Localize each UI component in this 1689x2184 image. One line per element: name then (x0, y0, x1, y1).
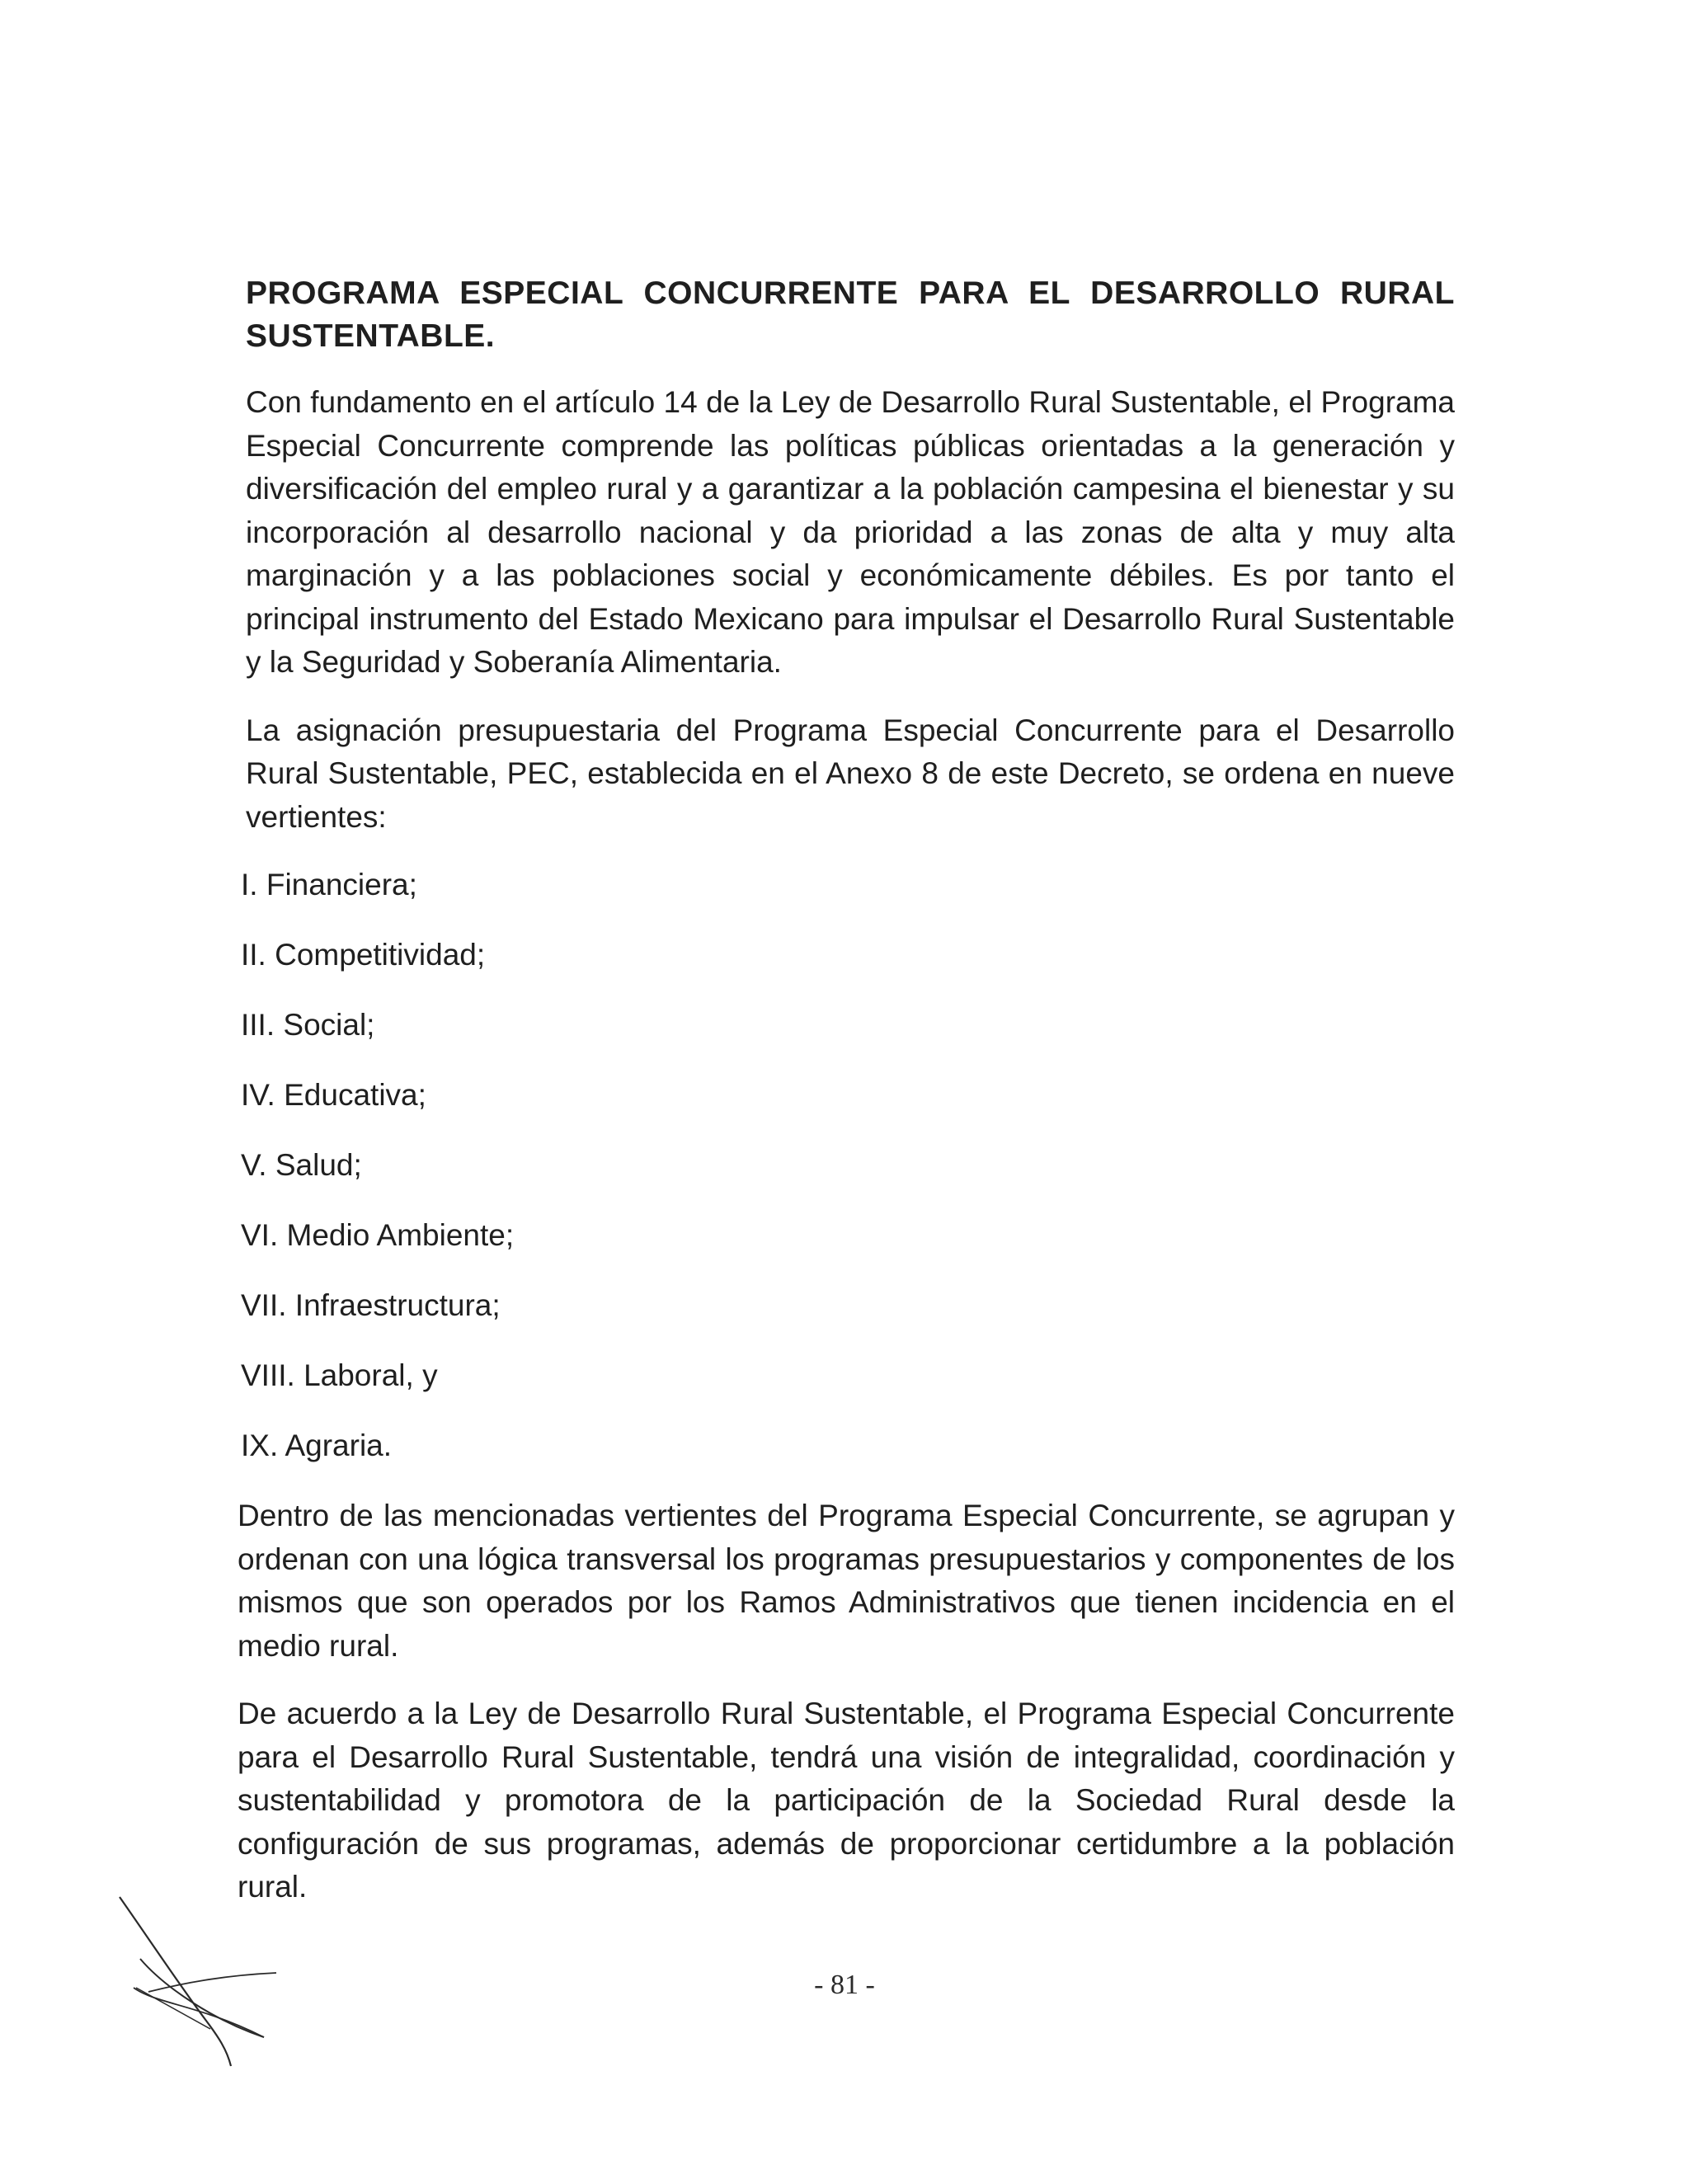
list-item: I. Financiera; (241, 868, 417, 901)
list-item: VI. Medio Ambiente; (241, 1218, 515, 1252)
list-item: VII. Infraestructura; (241, 1288, 501, 1322)
list-item: IV. Educativa; (241, 1078, 426, 1112)
paragraph-asignacion: La asignación presupuestaria del Programa Especial Concurrente para el Desarrollo Rural Sustentable, PEC, establecida en el Anexo 8 de este Decreto, se ordena en nueve vertientes: (246, 713, 1455, 834)
paragraph-vision: De acuerdo a la Ley de Desarrollo Rural Sustentable, el Programa Especial Concurrente para el Desarrollo Rural Sustentable, tendrá una visión de integralidad, coordinación y sustentabilidad y promotora de la participación de la Sociedad Rural desde la configuración de sus programas, además de proporcionar certidumbre a la población rural. (238, 1697, 1455, 1904)
list-item: IX. Agraria. (241, 1429, 393, 1462)
heading-line-1: PROGRAMA ESPECIAL CONCURRENTE PARA EL DESARROLLO RURAL (246, 275, 1455, 311)
vertientes-list (241, 864, 1455, 1467)
list-item: VIII. Laboral, y (241, 1358, 438, 1392)
paragraph-vertientes: Dentro de las mencionadas vertientes del Programa Especial Concurrente, se agrupan y ordenan con una lógica transversal los programas presupuestarios y componentes de los mismos que son operados por los Ramos Administrativos que tienen incidencia en el medio rural. (238, 1499, 1455, 1663)
heading-line-2: SUSTENTABLE. (246, 318, 496, 354)
list-item: V. Salud; (241, 1148, 362, 1182)
list-item: III. Social; (241, 1008, 375, 1042)
section-heading (246, 272, 1455, 358)
page-number: - 81 - (814, 1970, 875, 2000)
list-item: II. Competitividad; (241, 938, 486, 972)
document-body (238, 272, 1455, 1934)
paragraph-fundamento: Con fundamento en el artículo 14 de la Ley de Desarrollo Rural Sustentable, el Programa Especial Concurrente comprende las políticas públicas orientadas a la generación y diversificación del empleo rural y a garantizar a la población campesina el bienestar y su incorporación al desarrollo nacional y da prioridad a las zonas de alta y muy alta marginación y a las poblaciones social y económicamente débiles. Es por tanto el principal instrumento del Estado Mexicano para impulsar el Desarrollo Rural Sustentable y la Seguridad y Soberanía Alimentaria. (246, 385, 1455, 679)
